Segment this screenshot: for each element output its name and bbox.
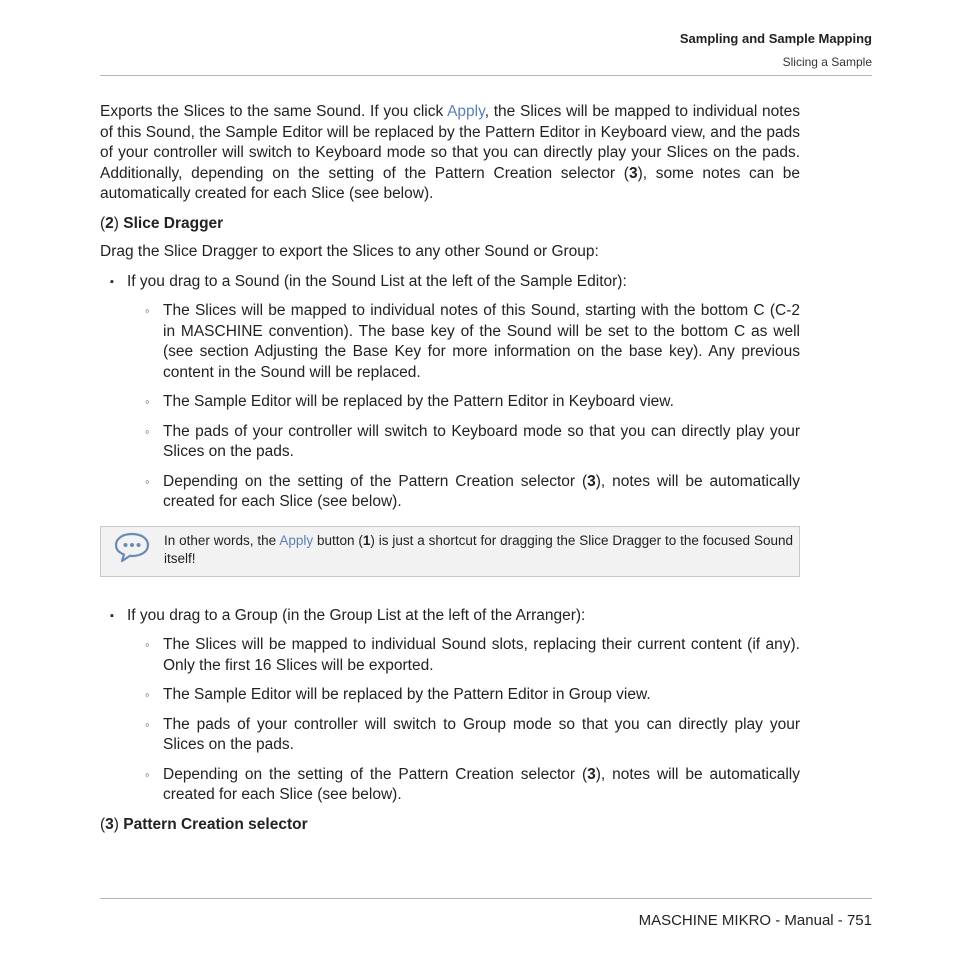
circle-bullet: ◦ <box>145 473 150 489</box>
list-subitem: ◦ The Sample Editor will be replaced by the Pattern Editor in Keyboard view. <box>100 392 800 413</box>
drag-intro-paragraph: Drag the Slice Dragger to export the Slices to any other Sound or Group: <box>100 243 599 260</box>
list-subitem: ◦ The Slices will be mapped to individual Sound slots, replacing their current content (if any). Only the first 16 Slices will be exported. <box>145 636 800 674</box>
slice-dragger-heading: (2) Slice Dragger <box>100 214 224 232</box>
chapter-title: Sampling and Sample Mapping <box>679 31 872 46</box>
circle-bullet: ◦ <box>145 423 150 439</box>
circle-bullet: ◦ <box>145 303 150 318</box>
page-content <box>100 102 800 843</box>
note-apply-link[interactable]: Apply <box>279 532 314 548</box>
list-subitem: ◦ The Sample Editor will be replaced by the Pattern Editor in Group view. <box>100 685 800 706</box>
circle-bullet: ◦ <box>145 394 150 409</box>
note-box: In other words, the Apply button (1) is just a shortcut for dragging the Slice Dragger to the focused Sound itself! <box>100 526 800 577</box>
list-subitem: ◦ Depending on the setting of the Pattern Creation selector (3), notes will be automatically created for each Slice (see below). <box>145 472 800 510</box>
intro-paragraph: Exports the Slices to the same Sound. If you click Apply, the Slices will be mapped to individual notes of this Sound, the Sample Editor will be replaced by the Pattern Editor in Keyboard view, and the pads of your controller will switch to Keyboard mode so that you can directly play your Slices on the pads. Additionally, depending on the setting of the Pattern Creation selector (3), some notes can be automatically created for each Slice (see below). <box>100 103 800 202</box>
apply-link[interactable]: Apply <box>447 103 485 120</box>
list-item-sound: ▪ If you drag to a Sound (in the Sound List at the left of the Sample Editor): <box>100 272 800 293</box>
section-title: Slicing a Sample <box>782 55 872 69</box>
list-subitem: ◦ The pads of your controller will switch to Keyboard mode so that you can directly play your Slices on the pads. <box>145 422 800 460</box>
circle-bullet: ◦ <box>145 687 150 702</box>
circle-bullet: ◦ <box>145 766 150 782</box>
circle-bullet: ◦ <box>145 637 150 652</box>
list-item-group: ▪ If you drag to a Group (in the Group List at the left of the Arranger): <box>100 606 800 627</box>
list-subitem: ◦ The Slices will be mapped to individual notes of this Sound, starting with the bottom C (C-2 in MASCHINE convention). The base key of the Sound will be set to the bottom C as well (see section Adjusting the Base Key for more information on the base key). Any previous content in the Sound will be replaced. <box>145 302 800 381</box>
speech-bubble-icon <box>113 531 151 563</box>
header-divider <box>100 75 872 76</box>
circle-bullet: ◦ <box>145 716 150 732</box>
pattern-creation-heading: (3) Pattern Creation selector <box>100 815 308 833</box>
list-subitem: ◦ The pads of your controller will switch to Group mode so that you can directly play your Slices on the pads. <box>145 715 800 753</box>
page-footer: MASCHINE MIKRO - Manual - 751 <box>638 912 872 929</box>
footer-divider <box>100 898 872 899</box>
list-subitem: ◦ Depending on the setting of the Pattern Creation selector (3), notes will be automatically created for each Slice (see below). <box>145 765 800 803</box>
square-bullet: ▪ <box>110 275 114 288</box>
square-bullet: ▪ <box>110 609 114 622</box>
